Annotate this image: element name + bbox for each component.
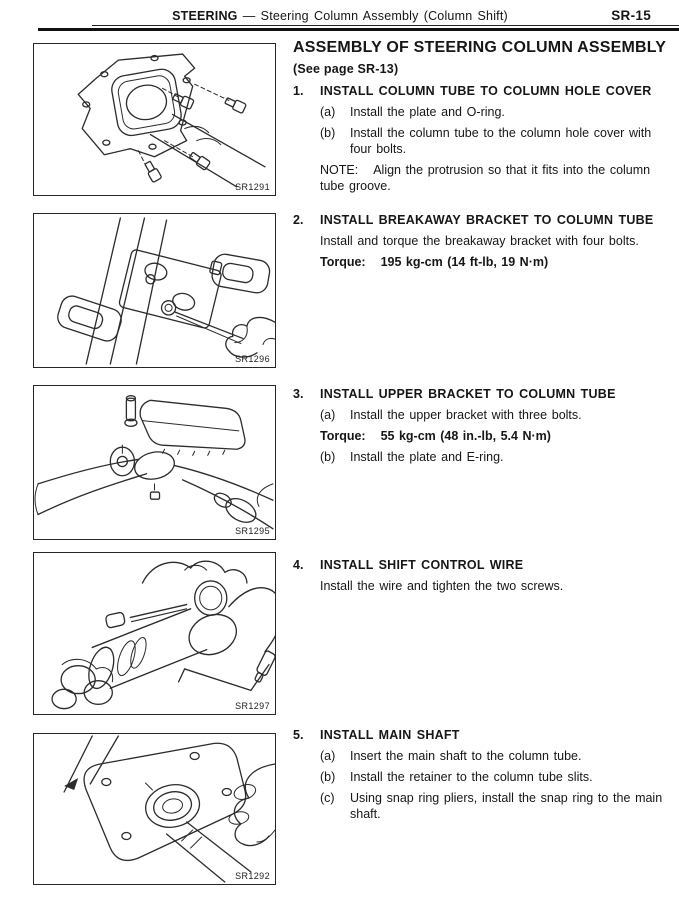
step-item bbox=[320, 125, 668, 157]
step-heading-row bbox=[293, 83, 668, 99]
step-item bbox=[320, 407, 668, 423]
step-heading-row bbox=[293, 557, 668, 573]
item-text: Install the plate and O-ring. bbox=[350, 105, 505, 119]
step-number: 3. bbox=[293, 387, 304, 401]
header-section: STEERING bbox=[172, 9, 238, 23]
figure-upper-bracket bbox=[33, 385, 276, 540]
item-text: Install the retainer to the column tube slits. bbox=[350, 770, 593, 784]
torque-spec bbox=[320, 428, 668, 444]
running-header bbox=[120, 9, 560, 24]
item-text: Insert the main shaft to the column tube. bbox=[350, 749, 582, 763]
step-heading-row bbox=[293, 212, 668, 228]
torque-value: 55 kg-cm (48 in.-lb, 5.4 N·m) bbox=[380, 429, 551, 443]
step-heading-row bbox=[293, 727, 668, 743]
page-title: ASSEMBLY OF STEERING COLUMN ASSEMBLY bbox=[293, 39, 667, 56]
item-text: Install the upper bracket with three bolts. bbox=[350, 408, 582, 422]
page-number: SR-15 bbox=[611, 8, 651, 23]
step-item bbox=[320, 748, 668, 764]
figure-label: SR1297 bbox=[235, 701, 270, 711]
item-label: (b) bbox=[320, 126, 336, 140]
note bbox=[320, 162, 668, 194]
step-body: Install and torque the breakaway bracket with four bolts. bbox=[320, 234, 639, 248]
note-label: NOTE: bbox=[320, 163, 359, 177]
step-item bbox=[320, 104, 668, 120]
item-text: Install the plate and E-ring. bbox=[350, 450, 504, 464]
step-1 bbox=[293, 83, 668, 194]
figure-breakaway-bracket bbox=[33, 213, 276, 368]
step-heading: INSTALL UPPER BRACKET TO COLUMN TUBE bbox=[320, 387, 616, 401]
step-heading: INSTALL SHIFT CONTROL WIRE bbox=[320, 558, 524, 572]
header-rule-thick bbox=[38, 28, 679, 31]
torque-label: Torque: bbox=[320, 429, 366, 443]
see-page-ref: (See page SR-13) bbox=[293, 62, 399, 76]
step-item bbox=[320, 769, 668, 785]
upper-bracket-illustration bbox=[34, 386, 275, 539]
figure-main-shaft bbox=[33, 733, 276, 885]
figure-column-hole-cover bbox=[33, 43, 276, 196]
figure-label: SR1295 bbox=[235, 526, 270, 536]
step-number: 5. bbox=[293, 728, 304, 742]
step-body: Install the wire and tighten the two screws. bbox=[320, 579, 564, 593]
step-heading-row bbox=[293, 386, 668, 402]
step-heading: INSTALL MAIN SHAFT bbox=[320, 728, 460, 742]
item-text: Using snap ring pliers, install the snap ring to the main shaft. bbox=[350, 791, 663, 821]
torque-label: Torque: bbox=[320, 255, 366, 269]
step-heading: INSTALL COLUMN TUBE TO COLUMN HOLE COVER bbox=[320, 84, 652, 98]
header-chapter: Steering Column Assembly (Column Shift) bbox=[260, 9, 508, 23]
step-2 bbox=[293, 212, 668, 275]
step-number: 2. bbox=[293, 213, 304, 227]
step-heading: INSTALL BREAKAWAY BRACKET TO COLUMN TUBE bbox=[320, 213, 654, 227]
column-hole-cover-illustration bbox=[34, 44, 275, 195]
note-text: Align the protrusion so that it fits into the column tube groove. bbox=[320, 163, 651, 193]
figure-label: SR1291 bbox=[235, 182, 270, 192]
torque-value: 195 kg-cm (14 ft-lb, 19 N·m) bbox=[380, 255, 549, 269]
torque-spec bbox=[320, 254, 668, 270]
header-dash: — bbox=[242, 9, 256, 23]
step-item bbox=[320, 449, 668, 465]
item-label: (a) bbox=[320, 749, 336, 763]
item-label: (b) bbox=[320, 770, 336, 784]
figure-shift-control-wire bbox=[33, 552, 276, 715]
shift-control-wire-illustration bbox=[34, 553, 275, 714]
step-5 bbox=[293, 727, 668, 827]
item-label: (a) bbox=[320, 408, 336, 422]
step-4 bbox=[293, 557, 668, 599]
header-rule-thin bbox=[92, 25, 679, 26]
main-shaft-illustration bbox=[34, 734, 275, 884]
step-3 bbox=[293, 386, 668, 470]
item-label: (a) bbox=[320, 105, 336, 119]
step-number: 4. bbox=[293, 558, 304, 572]
breakaway-bracket-illustration bbox=[34, 214, 275, 367]
step-number: 1. bbox=[293, 84, 304, 98]
figure-label: SR1296 bbox=[235, 354, 270, 364]
item-label: (c) bbox=[320, 791, 335, 805]
item-label: (b) bbox=[320, 450, 336, 464]
step-item bbox=[320, 790, 668, 822]
item-text: Install the column tube to the column hole cover with four bolts. bbox=[350, 126, 652, 156]
figure-label: SR1292 bbox=[235, 871, 270, 881]
